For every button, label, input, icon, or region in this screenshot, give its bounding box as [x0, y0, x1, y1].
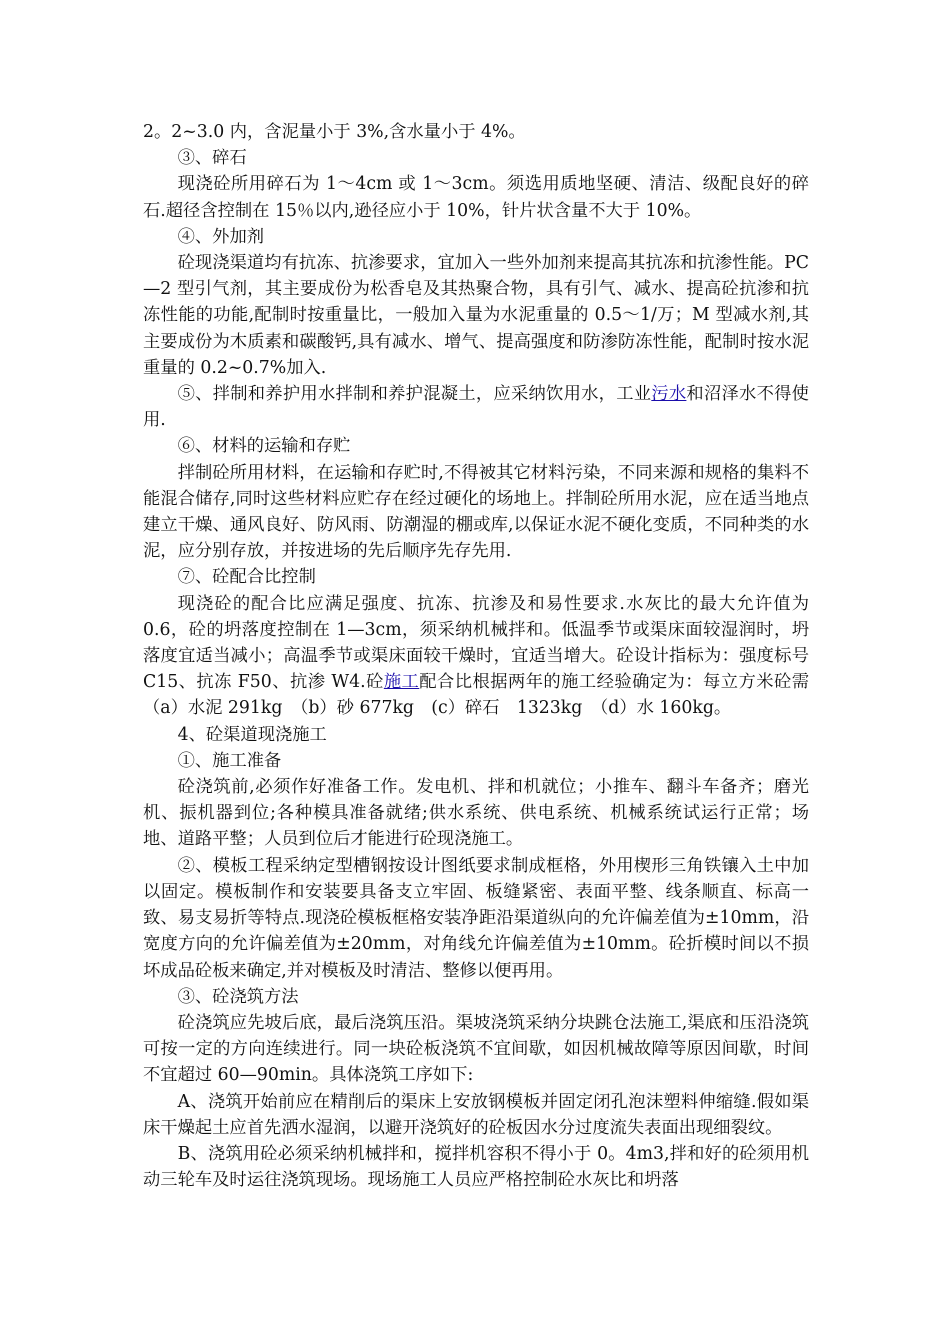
heading-gravel: ③、碎石	[177, 148, 247, 169]
heading-section-4: 4、砼渠道现浇施工	[177, 724, 327, 745]
mix-text-end: 配合比根据两年的施工经验确定为：每立方米砼需（a）水泥 291kg （b）砂 677kg (c）碎石 1323kg （d）水 160kg。	[143, 672, 809, 719]
paragraph-additive: 砼现浇渠道均有抗冻、抗渗要求，宜加入一些外加剂来提高其抗冻和抗渗性能。PC—2 型引气剂，其主要成份为松香皂及其热聚合物，具有引气、减水、提高砼抗渗和抗冻性能的功能,配制时按重量比，一般加入量为水泥重量的 0.5～1/万；M 型减水剂,其主要成份为木质素和碳酸钙,具有减水、增气、提高强度和防渗防冻性能，配制时按水泥重量的 0.2~0.7%加入.	[143, 253, 809, 378]
link-construction[interactable]: 施工	[383, 672, 420, 693]
water-text-start: ⑤、拌制和养护用水拌制和养护混凝土，应采纳饮用水，工业	[177, 384, 652, 405]
paragraph-transport: 拌制砼所用材料，在运输和存贮时,不得被其它材料污染，不同来源和规格的集料不能混合储存,同时这些材料应贮存在经过硬化的场地上。拌制砼所用水泥，应在适当地点建立干燥、通风良好、防风雨、防潮湿的棚或库,以保证水泥不硬化变质，不同种类的水泥，应分别存放，并按进场的先后顺序先存先用.	[143, 462, 809, 562]
mix-text-start: 现浇砼的配合比应满足强度、抗冻、抗渗及和易性要求.水灰比的最大允许值为 0.6，砼的坍落度控制在 1—3cm，须采纳机械拌和。低温季节或渠床面较湿润时，坍落度宜适当减小；高温季节或渠床面较干燥时，宜适当增大。砼设计指标为：强度标号 C15、抗冻 F50、抗渗 W4.砼	[143, 593, 809, 693]
paragraph-water	[143, 381, 809, 433]
paragraph-mix-ratio	[143, 591, 809, 722]
paragraph-step-a: A、浇筑开始前应在精削后的渠床上安放钢模板并固定闭孔泡沫塑料伸缩缝.假如渠床干燥起土应首先洒水湿润，以避开浇筑好的砼板因水分过度流失表面出现细裂纹。	[143, 1091, 809, 1138]
heading-pouring-method: ③、砼浇筑方法	[177, 986, 299, 1007]
heading-transport: ⑥、材料的运输和存贮	[177, 436, 351, 457]
document-page	[143, 119, 809, 1193]
paragraph-formwork: ②、模板工程采纳定型槽钢按设计图纸要求制成框格，外用楔形三角铁镶入土中加以固定。模板制作和安装要具备支立牢固、板缝紧密、表面平整、线条顺直、标高一致、易支易折等特点.现浇砼模板框格安装净距沿渠道纵向的允许偏差值为±10mm，沿宽度方向的允许偏差值为±20mm，对角线允许偏差值为±10mm。砼折模时间以不损坏成品砼板来确定,并对模板及时清洁、整修以便再用。	[143, 855, 809, 981]
paragraph-sand-continued: 2。2~3.0 内，含泥量小于 3%,含水量小于 4%。	[143, 122, 526, 142]
water-text-end: 和沼泽水不得使用.	[143, 384, 809, 431]
paragraph-pouring-method: 砼浇筑应先坡后底，最后浇筑压沿。渠坡浇筑采纳分块跳仓法施工,渠底和压沿浇筑可按一定的方向连续进行。同一块砼板浇筑不宜间歇，如因机械故障等原因间歇，时间不宜超过 60—90min。具体浇筑工序如下:	[143, 1012, 809, 1086]
paragraph-step-b: B、浇筑用砼必须采纳机械拌和，搅拌机容积不得小于 0。4m3,拌和好的砼须用机动三轮车及时运往浇筑现场。现场施工人员应严格控制砼水灰比和坍落	[143, 1143, 809, 1191]
heading-additive: ④、外加剂	[177, 226, 265, 247]
heading-mix-ratio: ⑦、砼配合比控制	[177, 567, 316, 588]
paragraph-gravel: 现浇砼所用碎石为 1～4cm 或 1～3cm。须选用质地坚硬、清洁、级配良好的碎石.超径含控制在 15％以内,逊径应小于 10%，针片状含量不大于 10%。	[143, 174, 809, 221]
heading-preparation: ①、施工准备	[177, 750, 282, 771]
link-sewage[interactable]: 污水	[651, 384, 687, 405]
paragraph-preparation: 砼浇筑前,必须作好准备工作。发电机、拌和机就位；小推车、翻斗车备齐；磨光机、振机器到位;各种模具准备就绪;供水系统、供电系统、机械系统试运行正常；场地、道路平整；人员到位后才能进行砼现浇施工。	[143, 777, 809, 850]
